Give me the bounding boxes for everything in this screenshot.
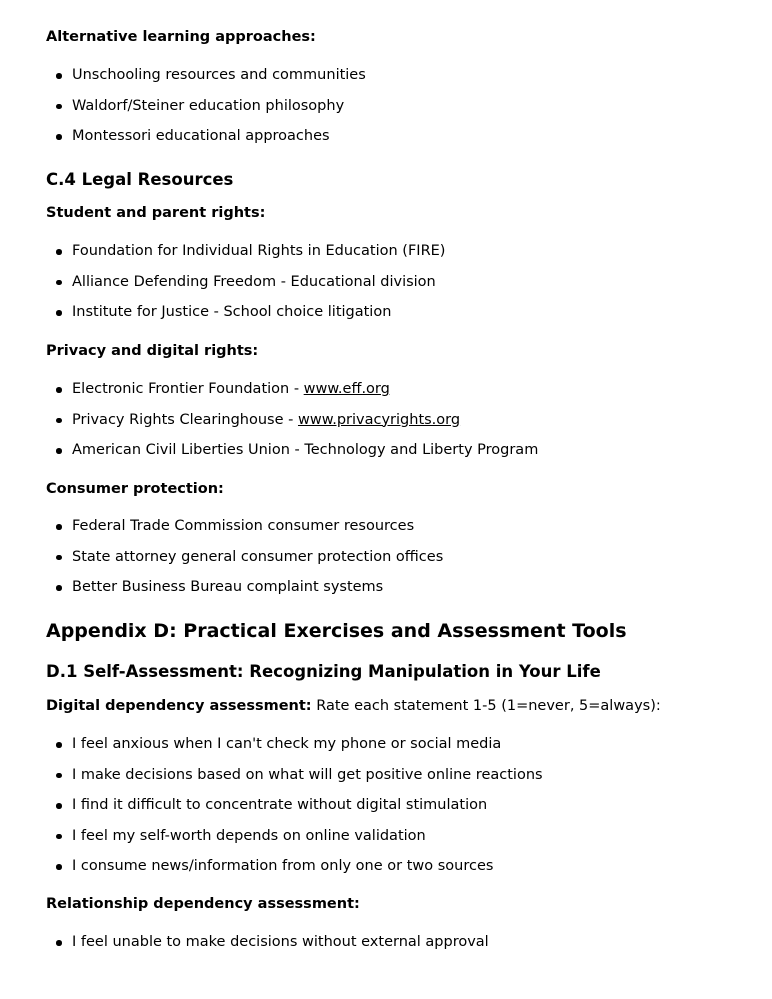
list-item: I make decisions based on what will get positive online reactions [46,765,543,796]
list-item: I find it difficult to concentrate without digital stimulation [46,795,543,826]
list-item: I feel anxious when I can't check my phone or social media [46,734,543,765]
eff-link[interactable]: www.eff.org [303,381,390,397]
list-item: Foundation for Individual Rights in Education (FIRE) [46,241,445,272]
list-item: State attorney general consumer protection offices [46,547,443,578]
digital-dependency-instruction: Rate each statement 1-5 (1=never, 5=always): [311,698,661,714]
student-rights-label: Student and parent rights: [46,205,266,221]
list-item: I feel unable to make decisions without external approval [46,932,489,963]
digital-dependency-list [46,734,543,887]
list-item-text: Electronic Frontier Foundation - [72,381,304,397]
list-item-text: Privacy Rights Clearinghouse - [72,411,298,428]
list-item: Montessori educational approaches [46,126,366,157]
relationship-dependency-list [46,932,489,963]
list-item [46,379,538,410]
digital-dependency-title: Digital dependency assessment: [46,698,312,714]
d1-heading: D.1 Self-Assessment: Recognizing Manipulation in Your Life [46,662,601,681]
list-item: Institute for Justice - School choice litigation [46,302,445,333]
privacy-rights-list [46,379,538,471]
list-item: Alliance Defending Freedom - Educational division [46,272,445,303]
relationship-dependency-label: Relationship dependency assessment: [46,896,360,912]
list-item-text: American Civil Liberties Union - Technology and Liberty Program [72,442,539,459]
digital-dependency-label [46,696,661,716]
consumer-protection-list [46,516,443,608]
consumer-protection-label: Consumer protection: [46,481,224,497]
list-item: Federal Trade Commission consumer resources [46,516,443,547]
list-item: Unschooling resources and communities [46,65,366,96]
alt-learning-list [46,65,366,157]
list-item: Waldorf/Steiner education philosophy [46,96,366,127]
list-item: I consume news/information from only one or two sources [46,856,543,887]
privacy-rights-label: Privacy and digital rights: [46,343,259,359]
list-item [46,440,538,471]
legal-resources-heading: C.4 Legal Resources [46,170,234,189]
alt-learning-label: Alternative learning approaches: [46,29,316,45]
list-item [46,410,538,441]
student-rights-list [46,241,445,333]
list-item: Better Business Bureau complaint systems [46,577,443,608]
appendix-d-heading: Appendix D: Practical Exercises and Assessment Tools [46,620,627,642]
privacyrights-link[interactable]: www.privacyrights.org [297,411,461,428]
list-item: I feel my self-worth depends on online validation [46,826,543,857]
